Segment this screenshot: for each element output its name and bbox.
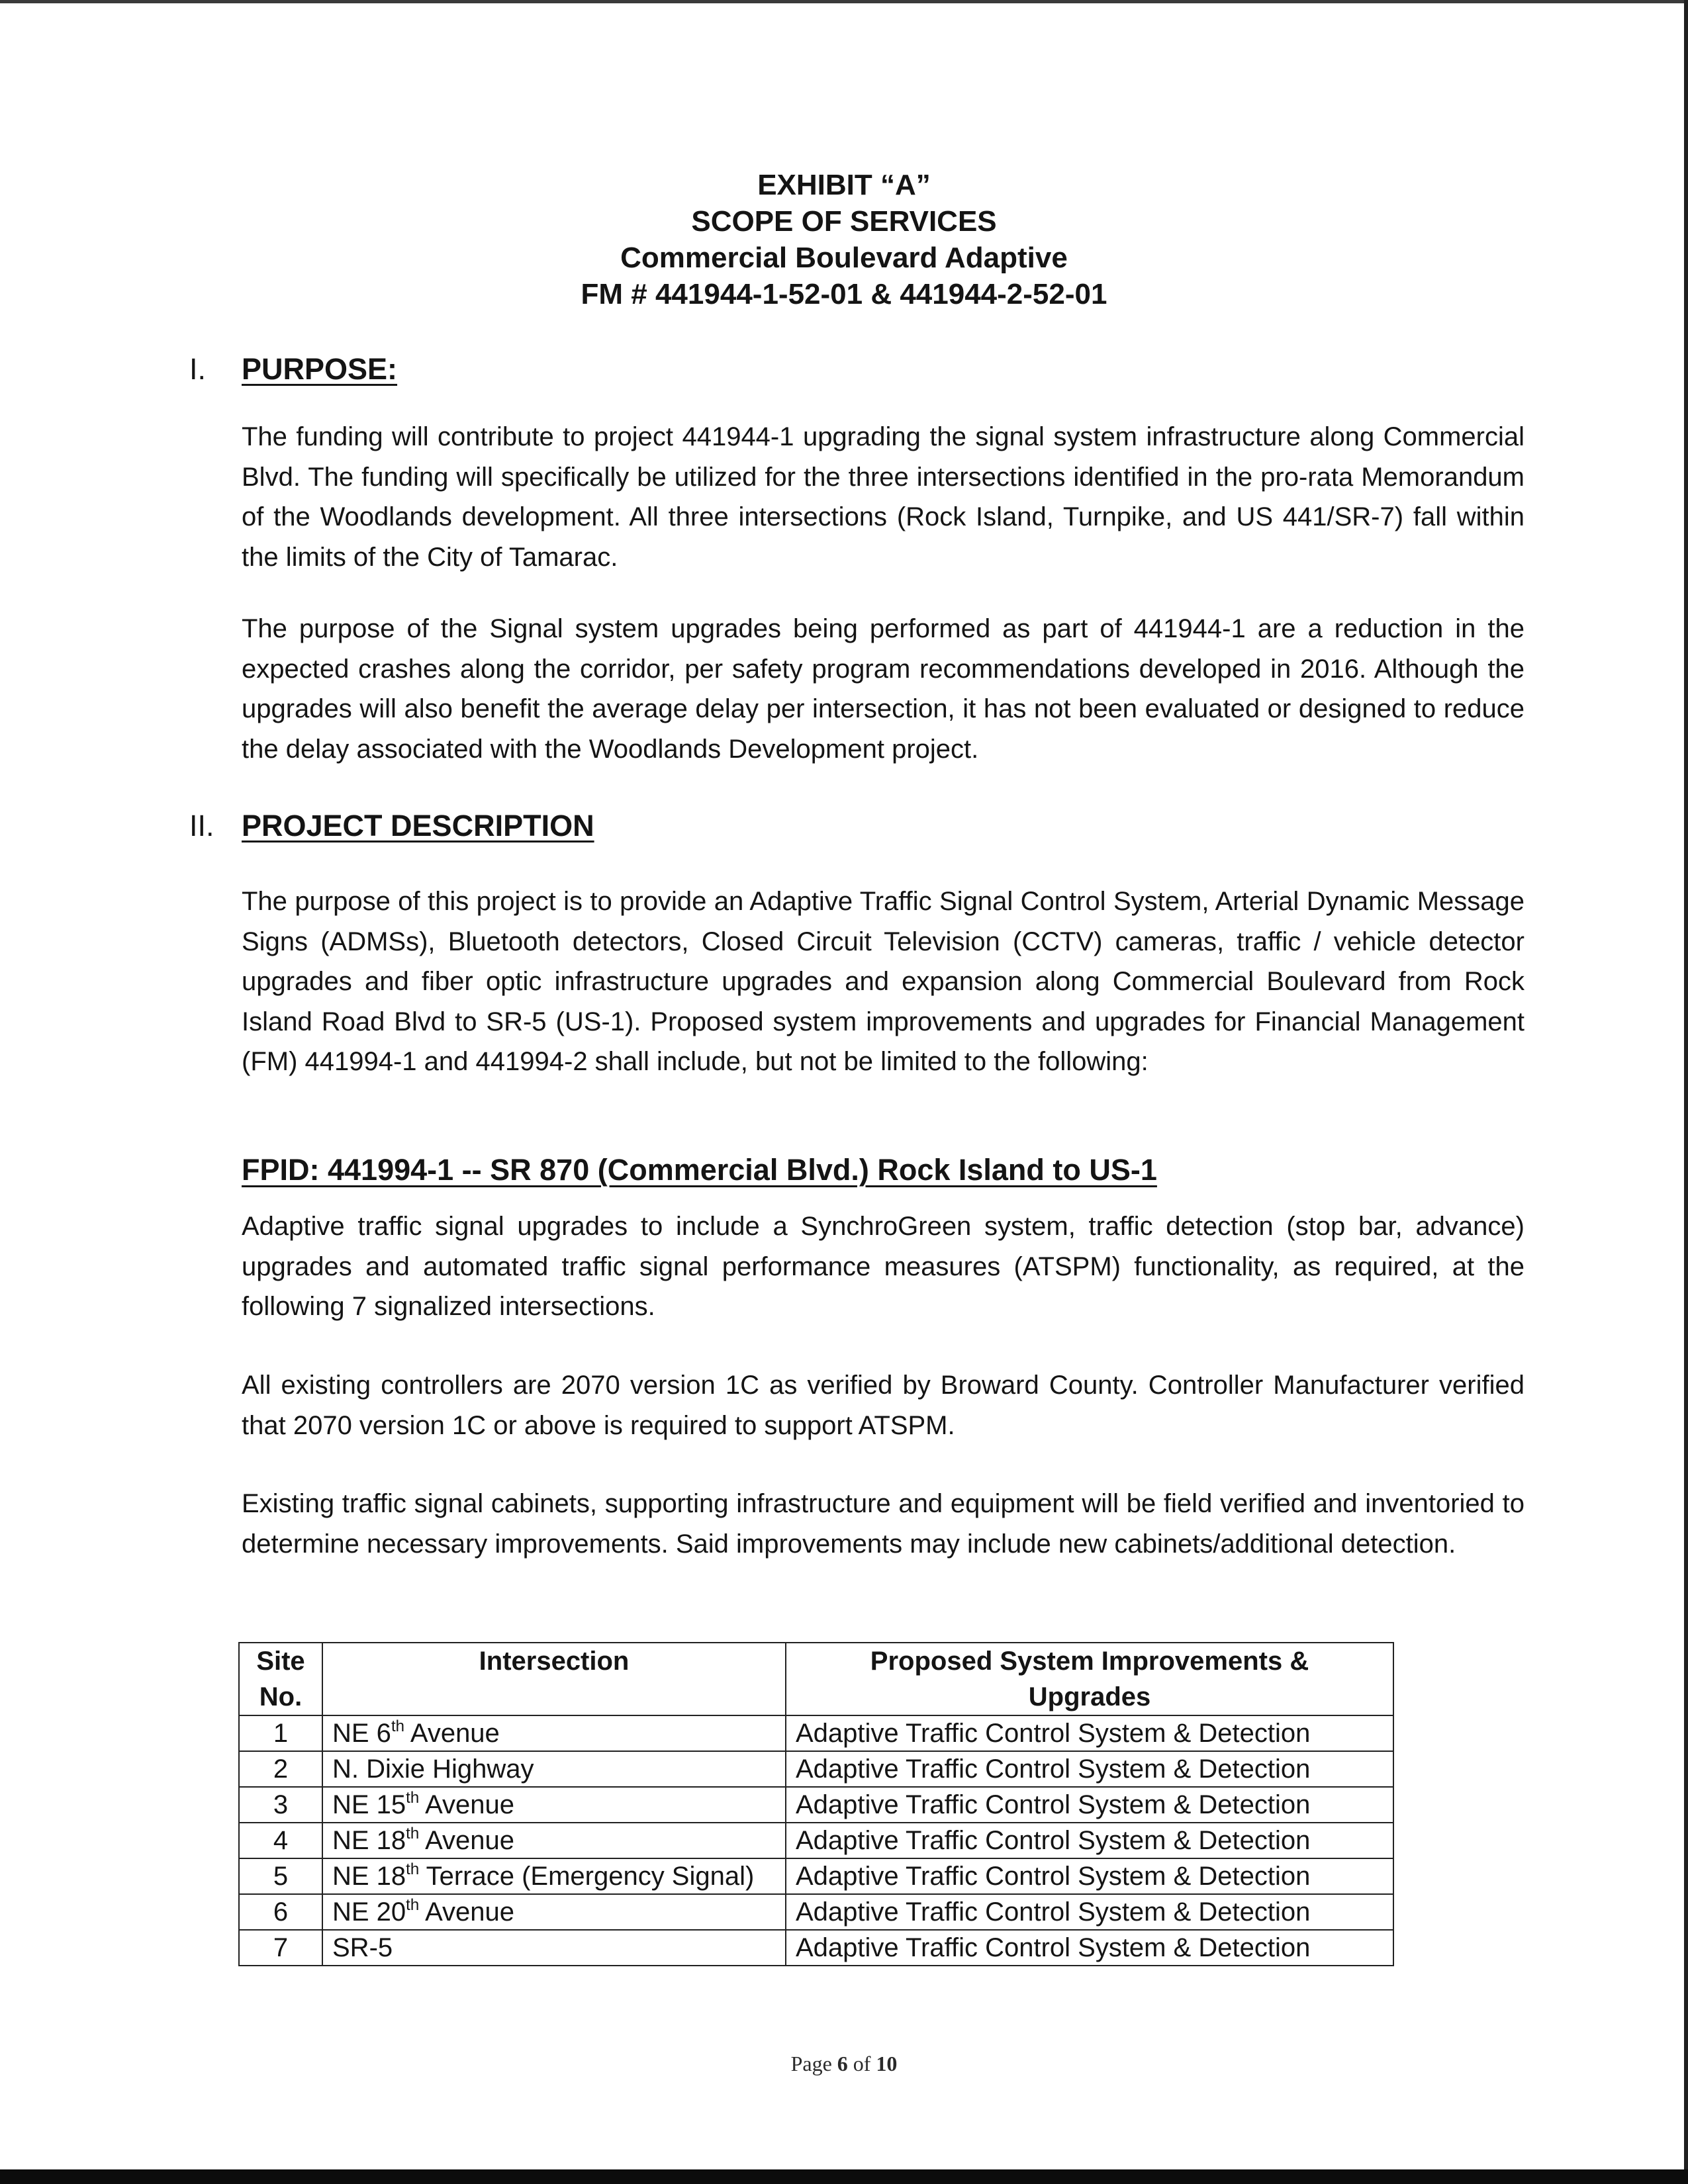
table-row xyxy=(239,1930,1393,1966)
page-footer xyxy=(0,2052,1688,2076)
section-title-description: PROJECT DESCRIPTION xyxy=(242,809,594,842)
header-site-no: Site No. xyxy=(239,1643,322,1715)
site-number: 5 xyxy=(239,1858,322,1894)
fpid-paragraph-3: Existing traffic signal cabinets, supporting infrastructure and equipment will be field verified and inventoried to determine necessary improvements. Said improvements may include new cabinets/additional detection. xyxy=(242,1489,1524,1559)
improvement-cell: Adaptive Traffic Control System & Detection xyxy=(786,1715,1393,1751)
section-title-purpose: PURPOSE: xyxy=(242,352,398,386)
site-number: 7 xyxy=(239,1930,322,1966)
improvement-cell: Adaptive Traffic Control System & Detection xyxy=(786,1787,1393,1823)
table-row xyxy=(239,1894,1393,1930)
table-header-row xyxy=(239,1643,1393,1715)
purpose-paragraph-2: The purpose of the Signal system upgrades being performed as part of 441944-1 are a reduction in the expected crashes along the corridor, per safety program recommendations developed in 2016. Although the upgrades will also benefit the average delay per intersection, it has not been evaluated or designed to reduce the delay associated with the Woodlands Development project. xyxy=(242,614,1524,764)
document-header xyxy=(0,167,1688,312)
section-number-description: II. xyxy=(189,809,214,842)
improvement-cell: Adaptive Traffic Control System & Detection xyxy=(786,1823,1393,1858)
intersection-name: NE 6th Avenue xyxy=(322,1715,786,1751)
fm-numbers: FM # 441944-1-52-01 & 441944-2-52-01 xyxy=(581,278,1107,310)
intersection-name: NE 18th Avenue xyxy=(322,1823,786,1858)
improvement-cell: Adaptive Traffic Control System & Detection xyxy=(786,1858,1393,1894)
improvement-cell: Adaptive Traffic Control System & Detection xyxy=(786,1930,1393,1966)
intersection-table xyxy=(238,1642,1394,1966)
scan-edge-right xyxy=(1684,0,1688,2184)
site-number: 3 xyxy=(239,1787,322,1823)
project-name: Commercial Boulevard Adaptive xyxy=(620,242,1068,274)
scan-edge-bottom xyxy=(0,2169,1688,2184)
table-row xyxy=(239,1787,1393,1823)
site-number: 2 xyxy=(239,1751,322,1787)
improvement-cell: Adaptive Traffic Control System & Detection xyxy=(786,1751,1393,1787)
table-row xyxy=(239,1858,1393,1894)
of-label: of xyxy=(853,2052,871,2075)
exhibit-title: EXHIBIT “A” xyxy=(757,169,931,201)
intersection-name: SR-5 xyxy=(322,1930,786,1966)
scan-edge-top xyxy=(0,0,1688,3)
scope-title: SCOPE OF SERVICES xyxy=(691,205,997,238)
fpid-paragraph-2: All existing controllers are 2070 version 1C as verified by Broward County. Controller Manufacturer verified that 2070 version 1C or above is required to support ATSPM. xyxy=(242,1371,1524,1440)
description-paragraph: The purpose of this project is to provide an Adaptive Traffic Signal Control System, Arterial Dynamic Message Signs (ADMSs), Bluetooth detectors, Closed Circuit Television (CCTV) cameras, traffic / vehicle detector upgrades and fiber optic infrastructure upgrades and expansion along Commercial Boulevard from Rock Island Road Blvd to SR-5 (US-1). Proposed system improvements and upgrades for Financial Management (FM) 441994-1 and 441994-2 shall include, but not be limited to the following: xyxy=(242,887,1524,1076)
site-number: 6 xyxy=(239,1894,322,1930)
table-row xyxy=(239,1823,1393,1858)
fpid-paragraph-1: Adaptive traffic signal upgrades to include a SynchroGreen system, traffic detection (stop bar, advance) upgrades and automated traffic signal performance measures (ATSPM) functionality, as required, at the following 7 signalized intersections. xyxy=(242,1212,1524,1321)
site-number: 4 xyxy=(239,1823,322,1858)
table-row xyxy=(239,1715,1393,1751)
page-total: 10 xyxy=(876,2052,898,2075)
header-improvements: Proposed System Improvements & Upgrades xyxy=(786,1643,1393,1715)
intersection-name: N. Dixie Highway xyxy=(322,1751,786,1787)
fpid-heading: FPID: 441994-1 -- SR 870 (Commercial Blvd.) Rock Island to US-1 xyxy=(242,1153,1157,1187)
intersection-name: NE 20th Avenue xyxy=(322,1894,786,1930)
table-row xyxy=(239,1751,1393,1787)
section-number-purpose: I. xyxy=(189,352,207,386)
improvement-cell: Adaptive Traffic Control System & Detection xyxy=(786,1894,1393,1930)
purpose-paragraph-1: The funding will contribute to project 441944-1 upgrading the signal system infrastructure along Commercial Blvd. The funding will specifically be utilized for the three intersections identified in the pro-rata Memorandum of the Woodlands development. All three intersections (Rock Island, Turnpike, and US 441/SR-7) fall within the limits of the City of Tamarac. xyxy=(242,422,1524,572)
page-number: 6 xyxy=(837,2052,848,2075)
intersection-name: NE 15th Avenue xyxy=(322,1787,786,1823)
intersection-name: NE 18th Terrace (Emergency Signal) xyxy=(322,1858,786,1894)
site-number: 1 xyxy=(239,1715,322,1751)
page-label: Page xyxy=(790,2052,832,2075)
header-intersection: Intersection xyxy=(322,1643,786,1715)
